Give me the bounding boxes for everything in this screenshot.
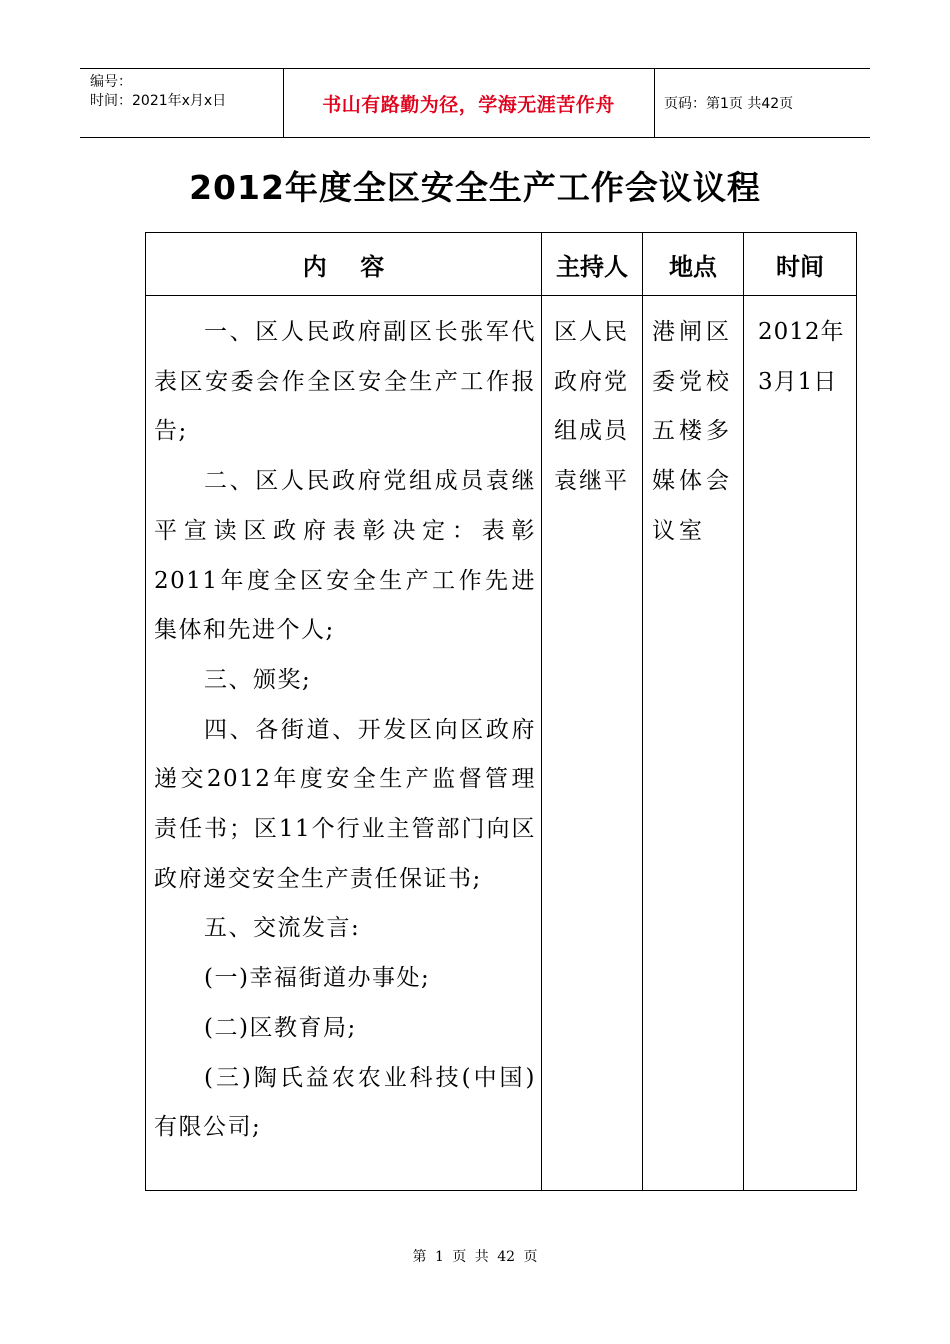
page-footer: 第 1 页 共 42 页 <box>412 1249 538 1265</box>
header-divider <box>654 69 655 137</box>
column-divider <box>642 233 643 1190</box>
column-header-host: 主持人 <box>556 252 628 281</box>
agenda-item: 二、区人民政府党组成员袁继平宣读区政府表彰决定：表彰2011年度全区安全生产工作先进集体和先进个人; <box>154 468 536 644</box>
agenda-item: 三、颁奖; <box>204 666 312 693</box>
agenda-item: 四、各街道、开发区向区政府递交2012年度安全生产监督管理责任书；区11个行业主管部门向区政府递交安全生产责任保证书; <box>154 716 536 892</box>
header-row-divider <box>146 295 856 296</box>
host-cell <box>554 308 629 507</box>
column-divider <box>743 233 744 1190</box>
header-date-label: 时间：2021年x月x日 <box>90 93 227 109</box>
column-divider <box>541 233 542 1190</box>
time-line: 3月1日 <box>758 368 838 395</box>
location-line: 港闸区 <box>652 319 733 345</box>
host-line: 组成员 <box>554 418 629 445</box>
location-cell <box>652 308 733 557</box>
document-header <box>80 68 870 138</box>
header-number-label: 编号： <box>90 74 132 90</box>
header-page-info: 页码：第1页 共42页 <box>664 96 794 112</box>
page-title: 2012年度全区安全生产工作会议议程 <box>189 168 761 207</box>
header-meta <box>90 73 226 111</box>
agenda-item: (三)陶氏益农农业科技(中国)有限公司; <box>154 1064 536 1141</box>
agenda-table <box>145 232 857 1191</box>
host-line: 袁继平 <box>554 468 629 495</box>
host-line: 区人民 <box>554 319 629 345</box>
column-header-content: 内 容 <box>302 252 385 281</box>
time-line: 2012年 <box>758 319 845 345</box>
column-header-time: 时间 <box>776 252 824 281</box>
agenda-content-cell <box>154 308 536 1153</box>
agenda-item: (一)幸福街道办事处; <box>204 965 431 992</box>
location-line: 五楼多 <box>652 418 733 445</box>
host-line: 政府党 <box>554 368 629 395</box>
agenda-item: (二)区教育局; <box>204 1014 357 1041</box>
location-line: 议室 <box>652 517 706 544</box>
time-cell <box>758 308 845 407</box>
agenda-item: 一、区人民政府副区长张军代表区安委会作全区安全生产工作报告; <box>154 319 536 445</box>
location-line: 媒体会 <box>652 468 733 495</box>
agenda-item: 五、交流发言: <box>204 915 361 942</box>
column-header-location: 地点 <box>669 252 717 281</box>
location-line: 委党校 <box>652 368 733 395</box>
header-motto: 书山有路勤为径，学海无涯苦作舟 <box>322 93 615 116</box>
